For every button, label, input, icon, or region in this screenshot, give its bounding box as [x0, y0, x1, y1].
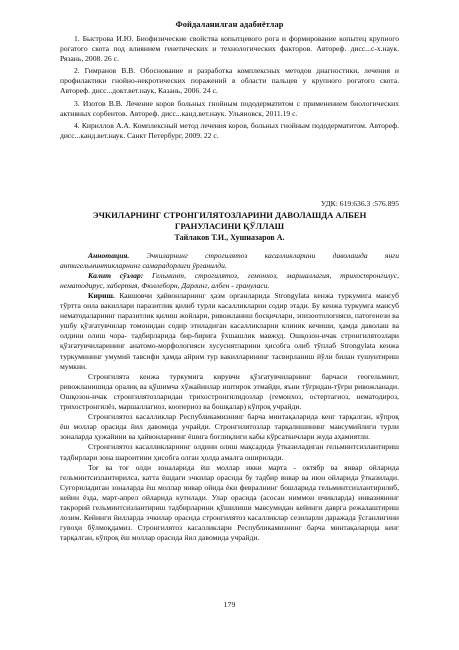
body-paragraph: Стронгилята кенжа туркумига кирувчи қўзғатувчиларнинг барчаси геогельминт, ривожланишида оралиқ ва қўшимча хўжайинлар иштирок этмайди, яъни тўғридан-тўғри ривожланади. Ошқозон-ичак стронгилятозларидан трихостронгилидозлар (гемонхоз, остертагиоз, нематодироз, трихостронгилёз, маршаллагиоз, коопериоз ва бошқалар) кўпроқ учрайди.: [60, 371, 399, 412]
page-number: 179: [223, 600, 236, 609]
reference-item: 1. Быстрова И.Ю. Биофизические свойства копытцевого рога и формирование копытец крупного рогатого скота под влиянием генетических и технологических факторов. Автореф. дисс...с-х.наук. Рязань, 2008. 26 с.: [60, 34, 399, 64]
article-title: ЭЧКИЛАРНИНГ СТРОНГИЛЯТОЗЛАРИНИ ДАВОЛАШДА АЛБЕН ГРАНУЛАСИНИ ҚЎЛЛАШ: [92, 210, 367, 231]
annotation-text: Эчкиларнинг строгилятоз касалликларини даволашда янги антигельминтикларнинг самарадорлиги ўрганилди.: [60, 251, 399, 270]
keywords-text: Гельминт, строгилятоз, гемонхоз, маршаллагия, трихостронгилус, нематодирус, хабертия, Фюллеборн, Дарлинг, албен - гранулаcи.: [60, 271, 399, 290]
body-paragraph: Стронгилятоз касалликлар Республикамизнинг барча минтақаларида кенг тарқалган, кўпроқ ёш моллар орасида йил давомида учрайди. Стронгилятозлар тарқалишининг мавсумийлиги турли зоналарда ҳужайини ва ҳайвонларнинг ёшига боғлиқлиги кабы кўрсаткичлари жуда аҳамиятли.: [60, 412, 399, 442]
udc-code: УДК: 619:636.3 :576.895: [320, 199, 399, 208]
references-list: [60, 34, 399, 143]
keywords-paragraph: [60, 271, 399, 291]
reference-item: 2. Гимранов В.В. Обоснование и разработка комплексных методов диагностики, лечения и профилактики гнойно-некротических поражений в области пальцев у крупного рогатого скота. Автореф. дисс...докт.вет.наук, Казань, 2006. 24 с.: [60, 66, 399, 96]
body-paragraph: Тоғ ва тоғ олди зоналарида ёш моллар икки марта - октябр ва январ ойларида гельминтсизлантирилса, катта ёшдаги эчкилар орасида бу тадбир январ ва июн ойларида ўтказилади. Суғориладиган зоналарда ёш моллар январ ойида ёки февралнинг бошларида гельминтсизлантирилиб, кейин ёзда, март-апрел ойларида кутилади. Улар орасида (асосан ниммон ичиклардa) инвазиянинг такрорий гельминтсизлантириш тадбирларини қўшилиши мавсумидан кейинги даврга режалаштириш лозим. Кейинги йилларда эчкилар орасида стронгилятоз касалликлар сезиларли даражада ўсганлигини гувоҳи бўлмоқдамиз. Стронгилятоз касалликлари Республикамизнинг барча минтақаларида кенг тарқалган, кўпроқ ёш моллар орасида йил давомида учрайди.: [60, 462, 399, 543]
keywords-label: Калит сўзлар:: [88, 271, 144, 280]
reference-item: 3. Изотов В.В. Лечение коров больных гнойным пододерматитом с применением биологических активных сорбентов. Автореф. дисс...канд.вет.наук. Ульяновск, 2011.19 с.: [60, 98, 399, 118]
annotation-label: Аннотация.: [88, 251, 130, 260]
reference-item: 4. Кириллов А.А. Комплексный метод лечения коров, больных гнойным пододерматитом. Автореф. дисс...канд.вет.наук. Санкт Петербург, 2009. 22 с.: [60, 120, 399, 140]
intro-paragraph: [60, 291, 399, 372]
annotation-paragraph: [60, 251, 399, 271]
references-title: Фойдаланилган адабиётлар: [175, 20, 284, 29]
annotation-block: [60, 251, 399, 291]
intro-label: Кириш.: [88, 291, 115, 300]
body-paragraph: Стронгилятоз касалликларнинг олдини олиш мақсадида ўтказиладиган гельминтсизлантириш тадбирлари зона шароитини ҳисобга олган ҳолда амалга оширилади.: [60, 442, 399, 462]
intro-text: Кавшовчи ҳайвонларнинг ҳазм органларида Strongylata кенжа туркумига мансуб тўртта оила вакиллари паразитлик қилиб турли касалликларни содир этади. Бу кенжа туркумга мансуб нематодаларнинг паразитлик қилиш жойлари, ривожланиш босқичлари, эпизоотологияси, патогенези ва ушбу қўзғатувчилар томонидан содир этиладиган касалликларни клиник кечиши, ҳамда даволаш ва олдини олиш чора- тадбирларида бир-бирига ўхшашлик мавжуд. Ошқозон-ичак стронгилятозлари қўзғатувчиларининг анатомо-морфологияси хусусиятларини ҳисобга олиб тўплаб Strongylata кенжа туркумининг умумий тавсифи ҳамда айрим тур вакилларининг тасвирланиш йўли билан тушунтириш мумкин.: [60, 291, 399, 371]
article-body: [60, 291, 399, 543]
article-authors: Тайлаков Т.И., Хушназаров А.: [174, 233, 285, 242]
